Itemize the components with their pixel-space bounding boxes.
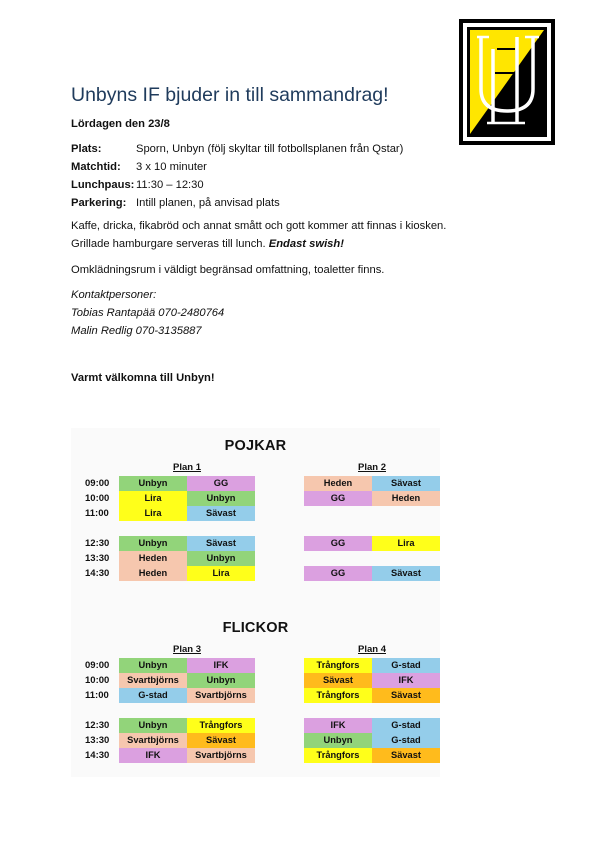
- match-time: 13:30: [85, 553, 110, 564]
- team-cell: Svartbjörns: [119, 673, 187, 688]
- info-label: Lunchpaus:: [71, 179, 135, 191]
- team-cell: Unbyn: [304, 733, 372, 748]
- info-value: Intill planen, på anvisad plats: [136, 197, 280, 209]
- info-label: Plats:: [71, 143, 102, 155]
- team-cell: Unbyn: [187, 673, 255, 688]
- team-cell: G-stad: [119, 688, 187, 703]
- team-cell: Unbyn: [119, 536, 187, 551]
- team-cell: Sävast: [372, 748, 440, 763]
- match-time: 12:30: [85, 538, 110, 549]
- match-time: 12:30: [85, 720, 110, 731]
- team-cell: Trångfors: [304, 658, 372, 673]
- team-cell: Heden: [304, 476, 372, 491]
- event-info: [71, 140, 403, 212]
- dressing-room-text: Omklädningsrum i väldigt begränsad omfattning, toaletter finns.: [71, 264, 385, 276]
- team-cell: IFK: [372, 673, 440, 688]
- pojkar-title: POJKAR: [224, 438, 287, 454]
- team-cell: IFK: [119, 748, 187, 763]
- contacts-heading: Kontaktpersoner:: [71, 289, 157, 301]
- match-time: 13:30: [85, 735, 110, 746]
- match-time: 09:00: [85, 478, 110, 489]
- team-cell: Svartbjörns: [119, 733, 187, 748]
- team-cell: IFK: [304, 718, 372, 733]
- team-cell: Trångfors: [304, 748, 372, 763]
- team-cell: GG: [304, 491, 372, 506]
- plan-name: Plan 2: [358, 462, 386, 473]
- team-cell: Heden: [119, 566, 187, 581]
- team-cell: Svartbjörns: [187, 748, 255, 763]
- kiosk-text: Kaffe, dricka, fikabröd och annat smått och gott kommer att finnas i kiosken.: [71, 220, 447, 232]
- match-time: 10:00: [85, 675, 110, 686]
- match-time: 09:00: [85, 660, 110, 671]
- team-cell: Sävast: [187, 536, 255, 551]
- team-cell: Sävast: [187, 506, 255, 521]
- team-cell: GG: [304, 536, 372, 551]
- team-cell: Trångfors: [187, 718, 255, 733]
- info-value: 11:30 – 12:30: [136, 179, 204, 191]
- team-cell: Sävast: [372, 688, 440, 703]
- contact-person: Tobias Rantapää 070-2480764: [71, 307, 225, 319]
- team-cell: GG: [187, 476, 255, 491]
- team-cell: Lira: [119, 506, 187, 521]
- match-time: 11:00: [85, 690, 109, 701]
- team-cell: Lira: [372, 536, 440, 551]
- info-row-parking: [71, 194, 403, 212]
- match-time: 14:30: [85, 750, 110, 761]
- lunch-text-main: Grillade hamburgare serveras till lunch.: [71, 238, 266, 250]
- info-value: 3 x 10 minuter: [136, 161, 207, 173]
- team-cell: Lira: [187, 566, 255, 581]
- team-cell: Unbyn: [119, 658, 187, 673]
- team-cell: G-stad: [372, 733, 440, 748]
- info-label: Matchtid:: [71, 161, 121, 173]
- team-cell: G-stad: [372, 658, 440, 673]
- match-time: 10:00: [85, 493, 110, 504]
- match-time: 11:00: [85, 508, 109, 519]
- team-cell: Sävast: [187, 733, 255, 748]
- lunch-text: [71, 235, 344, 253]
- team-cell: Unbyn: [187, 491, 255, 506]
- team-cell: Sävast: [304, 673, 372, 688]
- event-date: Lördagen den 23/8: [71, 118, 170, 130]
- club-logo: [459, 19, 555, 145]
- plan-name: Plan 1: [173, 462, 201, 473]
- team-cell: Unbyn: [119, 718, 187, 733]
- team-cell: G-stad: [372, 718, 440, 733]
- match-schedule: [71, 428, 440, 777]
- team-cell: GG: [304, 566, 372, 581]
- team-cell: Unbyn: [119, 476, 187, 491]
- team-cell: Sävast: [372, 476, 440, 491]
- team-cell: Heden: [119, 551, 187, 566]
- info-row-lunch: [71, 176, 403, 194]
- team-cell: Svartbjörns: [187, 688, 255, 703]
- info-label: Parkering:: [71, 197, 127, 209]
- plan-name: Plan 3: [173, 644, 201, 655]
- match-time: 14:30: [85, 568, 110, 579]
- team-cell: Trångfors: [304, 688, 372, 703]
- plan-name: Plan 4: [358, 644, 386, 655]
- info-row-match-time: [71, 158, 403, 176]
- team-cell: IFK: [187, 658, 255, 673]
- team-cell: Lira: [119, 491, 187, 506]
- info-row-location: [71, 140, 403, 158]
- flickor-title: FLICKOR: [222, 620, 289, 636]
- team-cell: Heden: [372, 491, 440, 506]
- page-title: Unbyns IF bjuder in till sammandrag!: [71, 84, 389, 106]
- contact-person: Malin Redlig 070-3135887: [71, 325, 202, 337]
- team-cell: Unbyn: [187, 551, 255, 566]
- swish-note: Endast swish!: [268, 238, 344, 250]
- welcome-text: Varmt välkomna till Unbyn!: [71, 372, 215, 384]
- team-cell: Sävast: [372, 566, 440, 581]
- info-value: Sporn, Unbyn (följ skyltar till fotbollsplanen från Qstar): [136, 143, 404, 155]
